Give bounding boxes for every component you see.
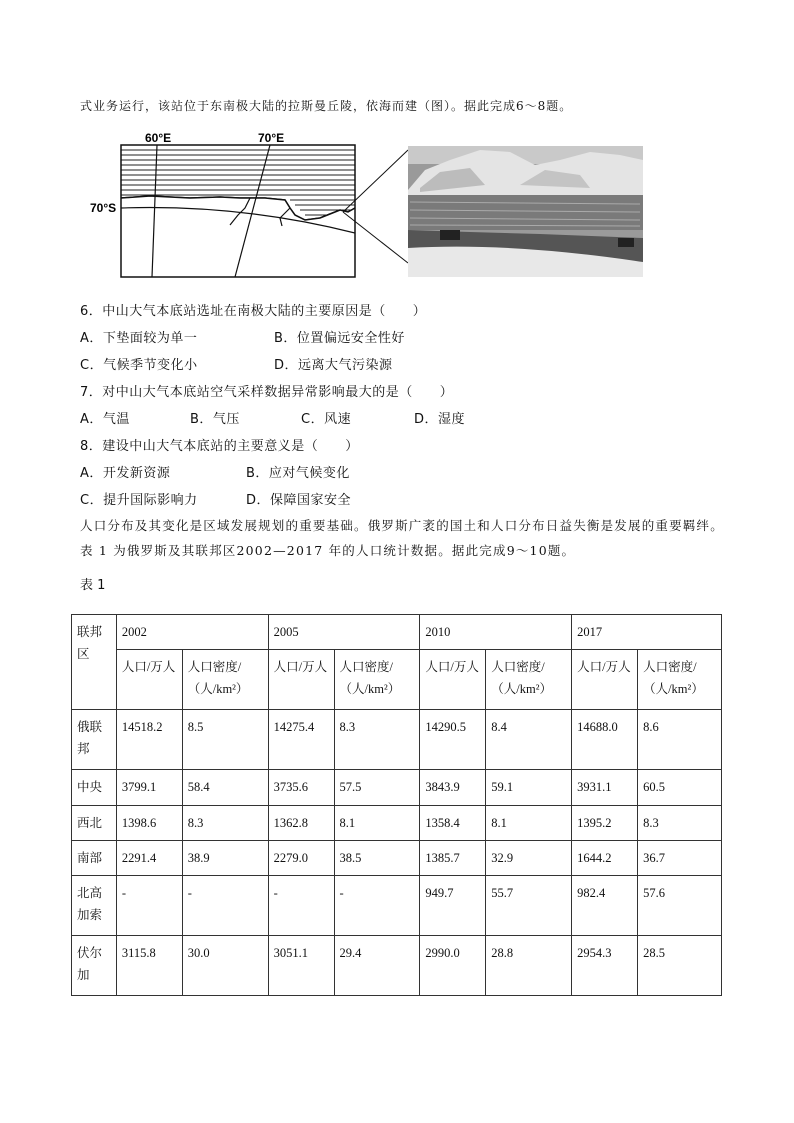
q8-option-c: C．提升国际影响力 xyxy=(80,493,198,508)
density-cell: - xyxy=(182,876,268,936)
header-year: 2010 xyxy=(420,615,572,650)
q8-option-a: A．开发新资源 xyxy=(80,466,171,481)
density-cell: 28.8 xyxy=(486,936,572,996)
header-density: 人口密度/（人/km²） xyxy=(334,650,420,710)
population-cell: 14290.5 xyxy=(420,710,486,770)
population-cell: 1385.7 xyxy=(420,841,486,876)
density-cell: 8.3 xyxy=(334,710,420,770)
q8-stem: 8．建设中山大气本底站的主要意义是（ ） xyxy=(80,439,359,454)
population-cell: 2279.0 xyxy=(268,841,334,876)
density-cell: 58.4 xyxy=(182,770,268,806)
density-cell: 8.3 xyxy=(638,806,722,841)
label-70e: 70°E xyxy=(258,131,285,145)
density-cell: 29.4 xyxy=(334,936,420,996)
map-svg xyxy=(90,130,650,285)
q6-option-b: B．位置偏远安全性好 xyxy=(274,331,405,346)
density-cell: 8.6 xyxy=(638,710,722,770)
population-cell: 2990.0 xyxy=(420,936,486,996)
population-cell: 2291.4 xyxy=(116,841,182,876)
q6-option-d: D．远离大气污染源 xyxy=(274,358,393,373)
density-cell: 60.5 xyxy=(638,770,722,806)
header-population: 人口/万人 xyxy=(116,650,182,710)
population-cell: 14518.2 xyxy=(116,710,182,770)
density-cell: 36.7 xyxy=(638,841,722,876)
population-cell: 3115.8 xyxy=(116,936,182,996)
paragraph-1: 人口分布及其变化是区域发展规划的重要基础。俄罗斯广袤的国土和人口分布日益失衡是发展的重要羁绊。 xyxy=(80,518,724,533)
population-cell: - xyxy=(268,876,334,936)
population-cell: 3931.1 xyxy=(572,770,638,806)
population-cell: 3735.6 xyxy=(268,770,334,806)
density-cell: 32.9 xyxy=(486,841,572,876)
population-cell: - xyxy=(116,876,182,936)
density-cell: 59.1 xyxy=(486,770,572,806)
region-name: 俄联邦 xyxy=(72,710,117,770)
population-cell: 949.7 xyxy=(420,876,486,936)
q8-option-b: B．应对气候变化 xyxy=(246,466,350,481)
population-cell: 14275.4 xyxy=(268,710,334,770)
population-cell: 3799.1 xyxy=(116,770,182,806)
region-name: 伏尔加 xyxy=(72,936,117,996)
population-cell: 1395.2 xyxy=(572,806,638,841)
header-density: 人口密度/（人/km²） xyxy=(182,650,268,710)
density-cell: 8.5 xyxy=(182,710,268,770)
map-figure xyxy=(90,130,650,285)
population-cell: 1398.6 xyxy=(116,806,182,841)
population-cell: 2954.3 xyxy=(572,936,638,996)
table-row xyxy=(72,936,722,996)
density-cell: - xyxy=(334,876,420,936)
header-year: 2005 xyxy=(268,615,420,650)
density-cell: 8.1 xyxy=(486,806,572,841)
density-cell: 38.9 xyxy=(182,841,268,876)
population-cell: 1644.2 xyxy=(572,841,638,876)
density-cell: 55.7 xyxy=(486,876,572,936)
header-density: 人口密度/（人/km²） xyxy=(638,650,722,710)
header-region: 联邦区 xyxy=(72,615,117,710)
table-caption: 表 1 xyxy=(80,578,106,593)
region-name: 北高加索 xyxy=(72,876,117,936)
density-cell: 57.6 xyxy=(638,876,722,936)
population-cell: 14688.0 xyxy=(572,710,638,770)
table-row xyxy=(72,841,722,876)
region-name: 西北 xyxy=(72,806,117,841)
population-cell: 982.4 xyxy=(572,876,638,936)
header-population: 人口/万人 xyxy=(268,650,334,710)
label-60e: 60°E xyxy=(145,131,172,145)
population-table xyxy=(71,614,722,996)
q8-option-d: D．保障国家安全 xyxy=(246,493,352,508)
q7-stem: 7．对中山大气本底站空气采样数据异常影响最大的是（ ） xyxy=(80,385,454,400)
density-cell: 8.4 xyxy=(486,710,572,770)
density-cell: 8.1 xyxy=(334,806,420,841)
header-year: 2017 xyxy=(572,615,722,650)
density-cell: 30.0 xyxy=(182,936,268,996)
header-population: 人口/万人 xyxy=(572,650,638,710)
density-cell: 57.5 xyxy=(334,770,420,806)
q6-option-c: C．气候季节变化小 xyxy=(80,358,198,373)
pointer-line-top xyxy=(343,150,408,212)
intro-text: 式业务运行，该站位于东南极大陆的拉斯曼丘陵，依海而建（图）。据此完成6～8题。 xyxy=(80,99,573,113)
label-70s: 70°S xyxy=(90,201,117,215)
table-row xyxy=(72,770,722,806)
density-cell: 28.5 xyxy=(638,936,722,996)
header-population: 人口/万人 xyxy=(420,650,486,710)
population-cell: 3843.9 xyxy=(420,770,486,806)
table-row xyxy=(72,710,722,770)
station-photo xyxy=(408,146,643,277)
paragraph-2: 表 1 为俄罗斯及其联邦区2002—2017 年的人口统计数据。据此完成9～10题。 xyxy=(80,543,576,558)
header-year: 2002 xyxy=(116,615,268,650)
header-density: 人口密度/（人/km²） xyxy=(486,650,572,710)
density-cell: 8.3 xyxy=(182,806,268,841)
q7-option-c: C．风速 xyxy=(301,412,352,427)
region-name: 南部 xyxy=(72,841,117,876)
population-cell: 1362.8 xyxy=(268,806,334,841)
population-cell: 3051.1 xyxy=(268,936,334,996)
table-row xyxy=(72,806,722,841)
q7-option-d: D．湿度 xyxy=(414,412,466,427)
q6-stem: 6．中山大气本底站选址在南极大陆的主要原因是（ ） xyxy=(80,304,427,319)
q7-option-b: B．气压 xyxy=(190,412,240,427)
density-cell: 38.5 xyxy=(334,841,420,876)
population-cell: 1358.4 xyxy=(420,806,486,841)
table-row xyxy=(72,876,722,936)
q7-option-a: A．气温 xyxy=(80,412,130,427)
region-name: 中央 xyxy=(72,770,117,806)
q6-option-a: A．下垫面较为单一 xyxy=(80,331,198,346)
